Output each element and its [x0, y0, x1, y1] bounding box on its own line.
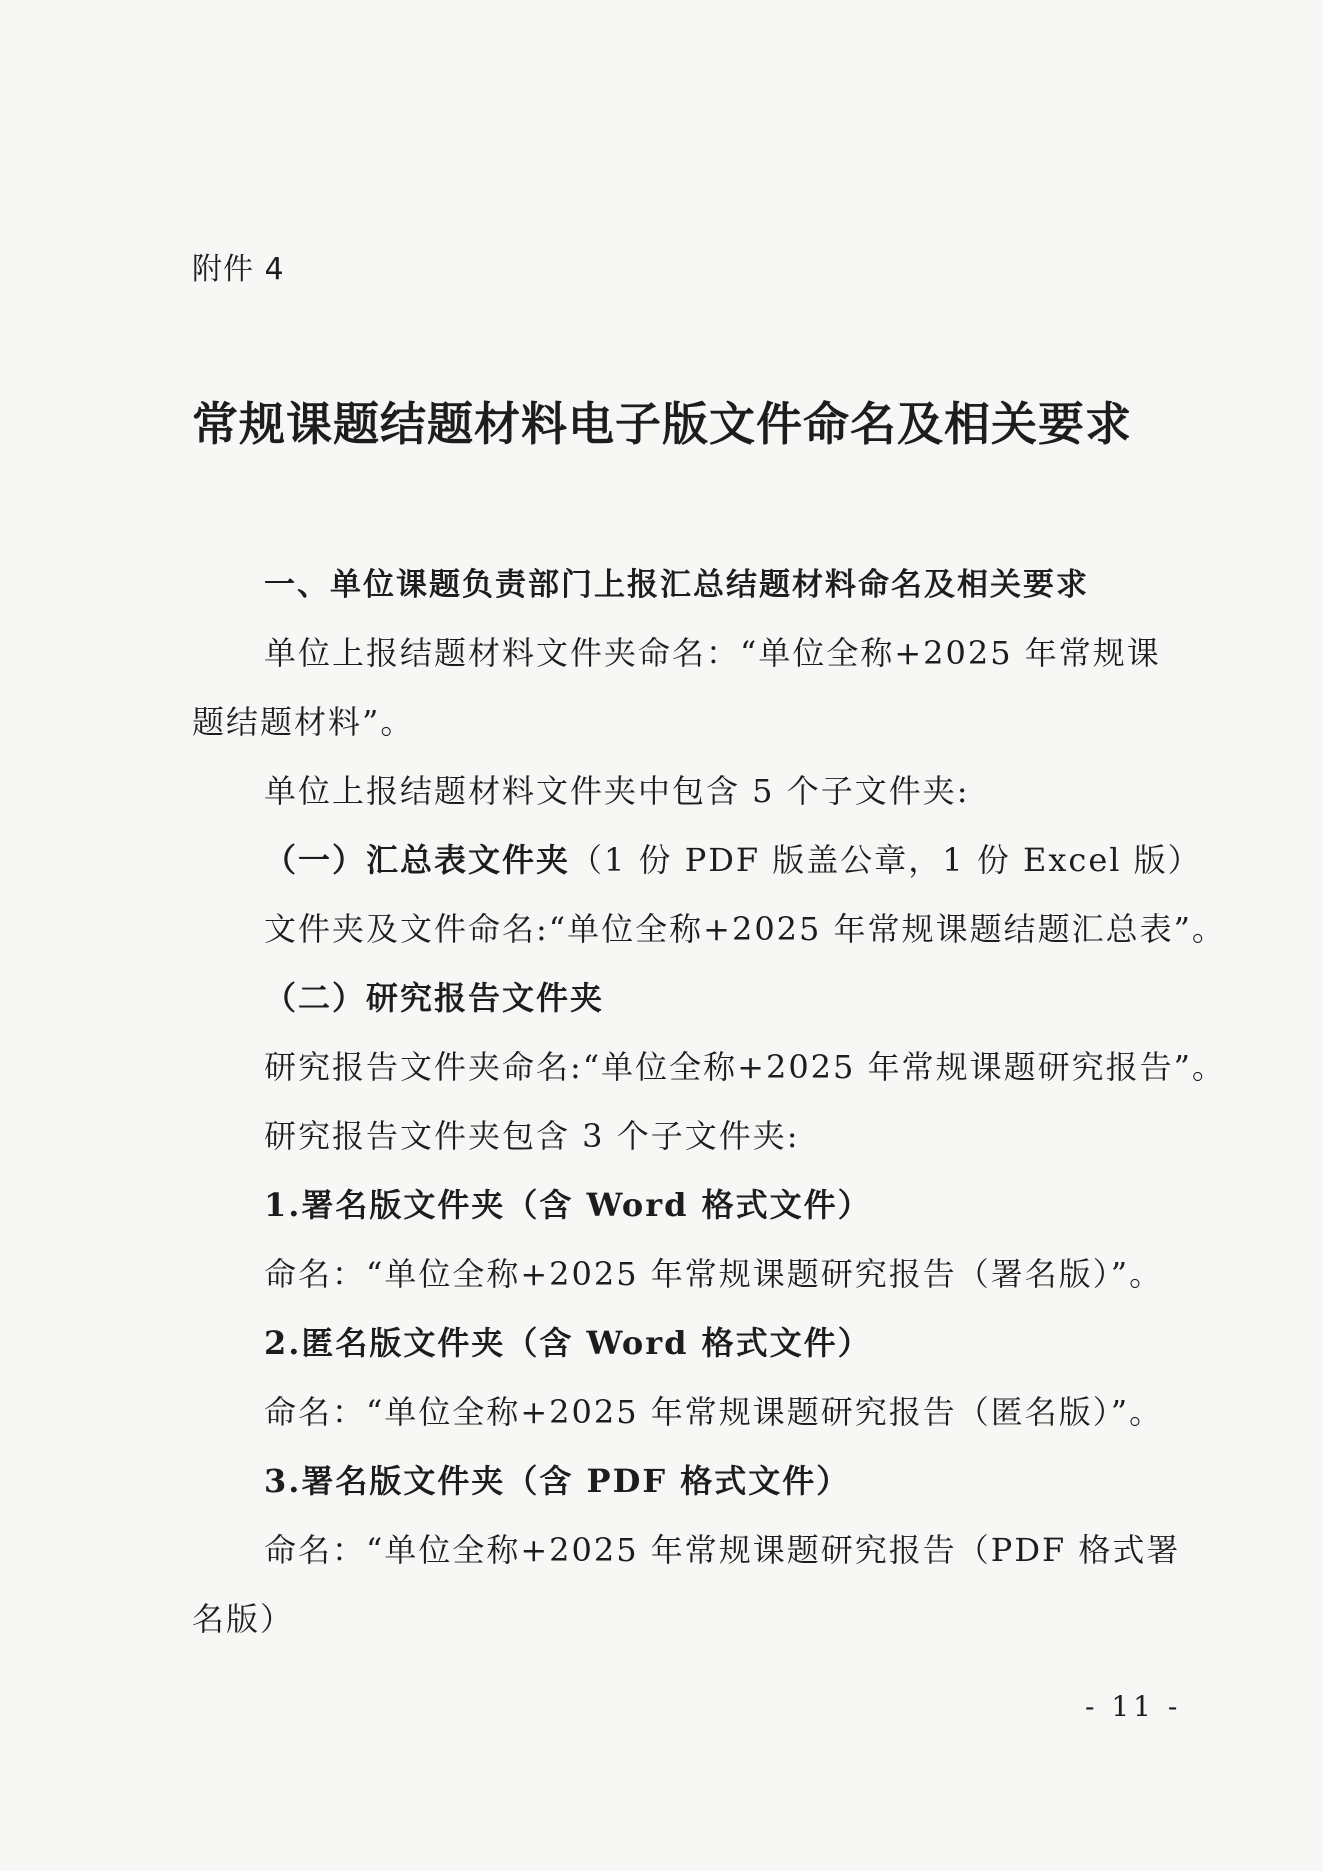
attachment-label: 附件 4 [192, 252, 285, 287]
subsection-1 [264, 840, 1202, 880]
item-3-naming-line-1: 命名：“单位全称+2025 年常规课题研究报告（PDF 格式署 [264, 1531, 1181, 1569]
page-number: - 11 - [1085, 1690, 1182, 1723]
paragraph-1-line-2: 题结题材料”。 [192, 703, 415, 741]
section-heading-1: 一、单位课题负责部门上报汇总结题材料命名及相关要求 [264, 567, 1089, 603]
paragraph-1-line-1: 单位上报结题材料文件夹命名：“单位全称+2025 年常规课 [264, 634, 1161, 672]
paragraph-2: 单位上报结题材料文件夹中包含 5 个子文件夹: [264, 772, 970, 810]
subsection-2-heading: （二）研究报告文件夹 [264, 979, 605, 1017]
item-1-naming: 命名：“单位全称+2025 年常规课题研究报告（署名版）”。 [264, 1255, 1164, 1293]
document-title: 常规课题结题材料电子版文件命名及相关要求 [192, 397, 1132, 451]
subsection-1-note: （1 份 PDF 版盖公章，1 份 Excel 版） [570, 841, 1202, 879]
item-3-naming-line-2: 名版） [192, 1600, 295, 1638]
item-3-heading: 3.署名版文件夹（含 PDF 格式文件） [264, 1462, 851, 1500]
subsection-1-heading: （一）汇总表文件夹 [264, 841, 571, 879]
item-2-heading: 2.匿名版文件夹（含 Word 格式文件） [264, 1324, 872, 1362]
subsection-2-naming: 研究报告文件夹命名:“单位全称+2025 年常规课题研究报告”。 [264, 1048, 1226, 1086]
subsection-1-naming: 文件夹及文件命名:“单位全称+2025 年常规课题结题汇总表”。 [264, 910, 1226, 948]
item-1-heading: 1.署名版文件夹（含 Word 格式文件） [264, 1186, 872, 1224]
subsection-2-contains: 研究报告文件夹包含 3 个子文件夹: [264, 1117, 800, 1155]
item-2-naming: 命名：“单位全称+2025 年常规课题研究报告（匿名版）”。 [264, 1393, 1164, 1431]
